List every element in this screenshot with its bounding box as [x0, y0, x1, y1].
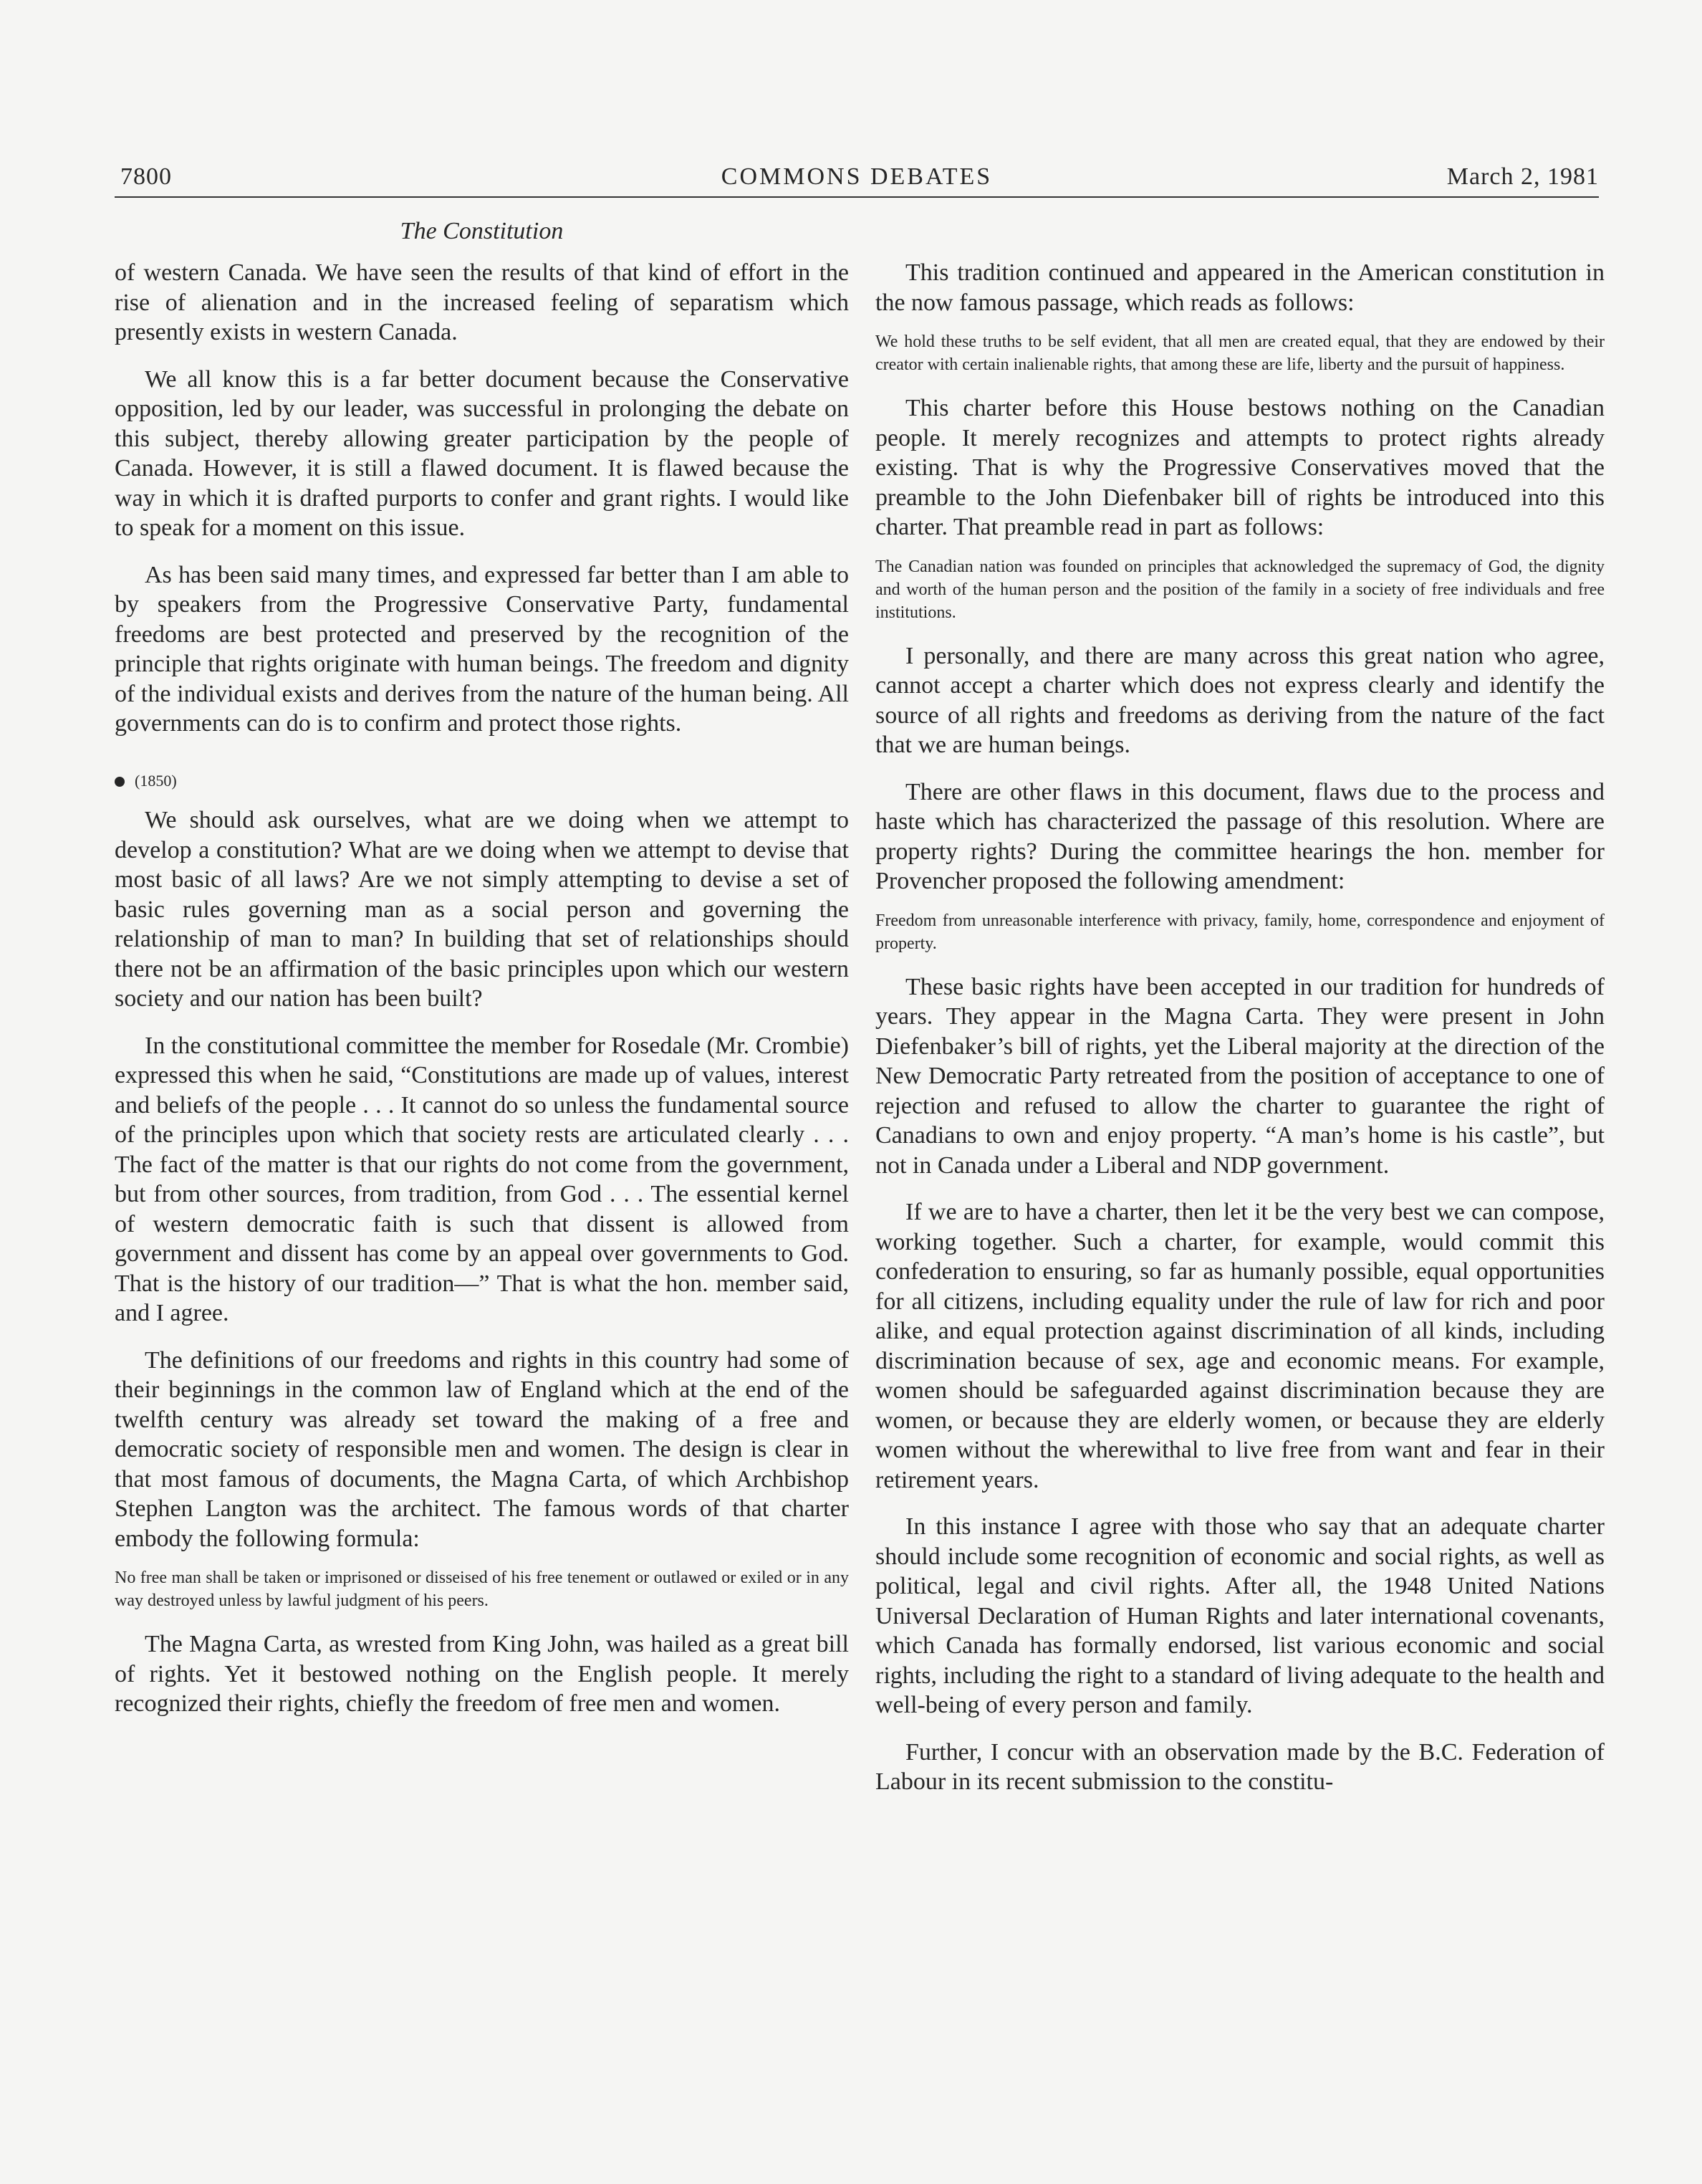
bullet-icon	[115, 777, 125, 787]
block-quote: The Canadian nation was founded on principles that acknowledged the supremacy of God, the dignity and worth of the human person and the position of the family in a society of free individuals and free institutions.	[875, 557, 1605, 622]
time-marker	[115, 766, 849, 796]
paragraph: Further, I concur with an observation made by the B.C. Federation of Labour in its recent submission to the constitu-	[875, 1738, 1605, 1795]
paragraph: There are other flaws in this document, flaws due to the process and haste which has characterized the passage of this resolution. Where are property rights? During the committee hearings the hon. member for Provencher proposed the following amendment:	[875, 778, 1605, 894]
paragraph: The Magna Carta, as wrested from King John, was hailed as a great bill of rights. Yet it bestowed nothing on the English people. It merely recognized their rights, chiefly the freedom of free men and women.	[115, 1631, 849, 1717]
paragraph: This charter before this House bestows nothing on the Canadian people. It merely recognizes and attempts to protect rights already existing. That is why the Progressive Conservatives moved that the preamble to the John Diefenbaker bill of rights be introduced into this charter. That preamble read in part as follows:	[875, 395, 1605, 540]
publication-date: March 2, 1981	[1446, 163, 1599, 190]
paragraph: These basic rights have been accepted in our tradition for hundreds of years. They appear in the Magna Carta. They were present in John Diefenbaker’s bill of rights, yet the Liberal majority at the direction of the New Democratic Party retreated from the position of acceptance to one of rejection and refused to allow the charter to guarantee the right of Canadians to own and enjoy property. “A man’s home is his castle”, but not in Canada under a Liberal and NDP government.	[875, 973, 1605, 1179]
right-column	[875, 258, 1605, 1814]
publication-title: COMMONS DEBATES	[721, 163, 993, 190]
section-title: The Constitution	[400, 218, 564, 244]
paragraph: I personally, and there are many across this great nation who agree, cannot accept a charter which does not express clearly and identify the source of all rights and freedoms as deriving from the nature of the fact that we are human beings.	[875, 642, 1605, 758]
page-number: 7800	[120, 163, 172, 190]
paragraph: In the constitutional committee the member for Rosedale (Mr. Crombie) expressed this when he said, “Constitutions are made up of values, interest and beliefs of the people . . . It cannot do so unless the fundamental source of the principles upon which that society rests are articulated clearly . . . The fact of the matter is that our rights do not come from the government, but from other sources, from tradition, from God . . . The essential kernel of western democratic faith is such that dissent is allowed from government and dissent has come by an appeal over governments to God. That is the history of our tradition—” That is what the hon. member said, and I agree.	[115, 1032, 849, 1326]
paragraph: We should ask ourselves, what are we doing when we attempt to develop a constitution? What are we doing when we attempt to devise that most basic of all laws? Are we not simply attempting to devise a set of basic rules governing man as a social person and governing the relationship of man to man? In building that set of relationships should there not be an affirmation of the basic principles upon which our western society and our nation has been built?	[115, 807, 849, 1012]
paragraph: The definitions of our freedoms and rights in this country had some of their beginnings in the common law of England which at the end of the twelfth century was already set toward the making of a free and democratic society of responsible men and women. The design is clear in that most famous of documents, the Magna Carta, of which Archbishop Stephen Langton was the architect. The famous words of that charter embody the following formula:	[115, 1346, 849, 1552]
paragraph: of western Canada. We have seen the results of that kind of effort in the rise of alienation and in the increased feeling of separatism which presently exists in western Canada.	[115, 259, 849, 345]
paragraph: If we are to have a charter, then let it be the very best we can compose, working together. Such a charter, for example, would commit this confederation to ensuring, so far as humanly possible, equal opportunities for all citizens, including equality under the rule of law for rich and poor alike, and equal protection against discrimination of all kinds, including discrimination because of sex, age and economic means. For example, women should be safeguarded against discrimination because they are women, or because they are elderly women, or because they are elderly women without the wherewithal to live free from want and fear in their retirement years.	[875, 1199, 1605, 1493]
paragraph: In this instance I agree with those who say that an adequate charter should include some recognition of economic and social rights, as well as political, legal and civil rights. After all, the 1948 United Nations Universal Declaration of Human Rights and later international covenants, which Canada has formally endorsed, list various economic and social rights, including the right to a standard of living adequate to the health and well-being of every person and family.	[875, 1513, 1605, 1718]
left-column	[115, 258, 849, 1736]
block-quote: Freedom from unreasonable interference with privacy, family, home, correspondence and enjoyment of property.	[875, 911, 1605, 953]
paragraph: As has been said many times, and expressed far better than I am able to by speakers from the Progressive Conservative Party, fundamental freedoms are best protected and preserved by the recognition of the principle that rights originate with human beings. The freedom and dignity of the individual exists and derives from the nature of the human being. All governments can do is to confirm and protect those rights.	[115, 561, 849, 737]
page-header	[115, 159, 1599, 198]
paragraph: We all know this is a far better document because the Conservative opposition, led by our leader, was successful in prolonging the debate on this subject, thereby allowing greater participation by the people of Canada. However, it is still a flawed document. It is flawed because the way in which it is drafted purports to confer and grant rights. I would like to speak for a moment on this issue.	[115, 365, 849, 541]
paragraph: This tradition continued and appeared in the American constitution in the now famous passage, which reads as follows:	[875, 259, 1605, 316]
time-marker-label: (1850)	[135, 771, 177, 790]
block-quote: No free man shall be taken or imprisoned or disseised of his free tenement or outlawed or exiled or in any way destroyed unless by lawful judgment of his peers.	[115, 1568, 849, 1610]
block-quote: We hold these truths to be self evident, that all men are created equal, that they are endowed by their creator with certain inalienable rights, that among these are life, liberty and the pursuit of happiness.	[875, 332, 1605, 374]
